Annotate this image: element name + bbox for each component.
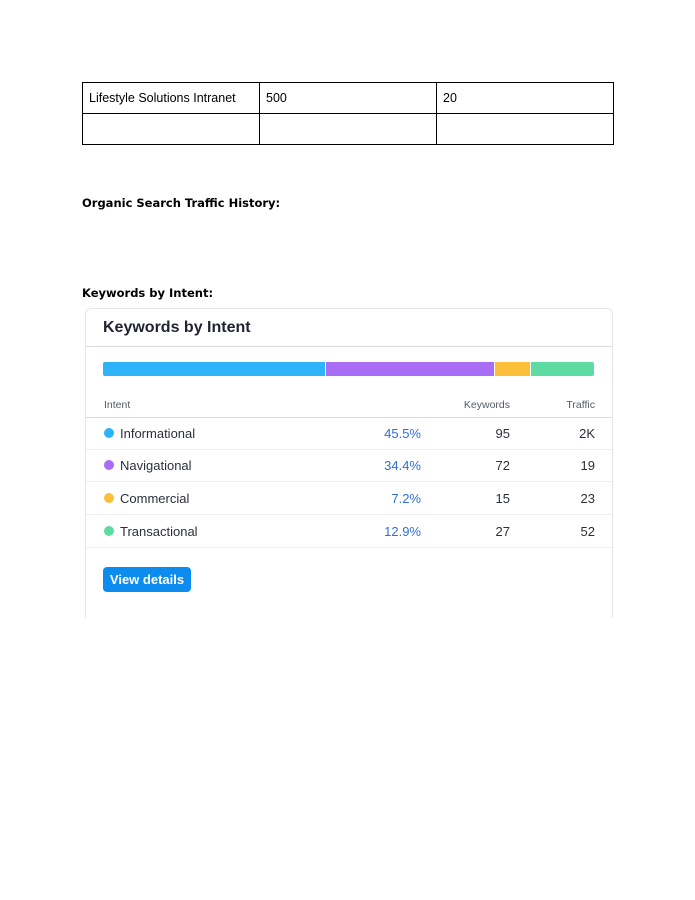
table-row [83, 114, 614, 145]
intent-bar-segment [495, 362, 530, 376]
intent-bar-segment [531, 362, 594, 376]
intent-name: Transactional [120, 524, 198, 539]
column-header-traffic: Traffic [566, 399, 595, 411]
intent-row-informational [86, 418, 612, 450]
intent-traffic: 2K [579, 426, 595, 441]
organic-traffic-heading: Organic Search Traffic History: [82, 196, 281, 210]
view-details-button[interactable]: View details [103, 567, 191, 592]
intent-keywords-count: 15 [495, 491, 510, 506]
table-cell: 500 [260, 83, 437, 114]
intent-row-navigational [86, 450, 612, 482]
keywords-intent-heading: Keywords by Intent: [82, 286, 214, 300]
table-row [83, 83, 614, 114]
widget-title: Keywords by Intent [103, 319, 251, 336]
intent-percent-link[interactable]: 34.4% [384, 458, 421, 473]
table-cell [83, 114, 260, 145]
intent-keywords-count: 72 [495, 458, 510, 473]
intent-percent-link[interactable]: 12.9% [384, 524, 421, 539]
intent-color-dot [104, 526, 114, 536]
intent-color-dot [104, 428, 114, 438]
intent-row-transactional [86, 516, 612, 548]
intent-bar-segment [326, 362, 495, 376]
intent-bar-segment [103, 362, 326, 376]
column-header-intent: Intent [104, 399, 131, 411]
table-cell: 20 [437, 83, 614, 114]
intent-percent-link[interactable]: 45.5% [384, 426, 421, 441]
keywords-by-intent-widget [85, 308, 613, 618]
intent-row-commercial [86, 483, 612, 515]
intent-distribution-bar [103, 362, 594, 376]
table-cell [260, 114, 437, 145]
intent-name: Commercial [120, 491, 190, 506]
summary-table [82, 82, 614, 145]
intent-name: Informational [120, 426, 196, 441]
intent-keywords-count: 27 [495, 524, 510, 539]
intent-traffic: 19 [580, 458, 595, 473]
divider [86, 346, 612, 347]
column-header-keywords: Keywords [463, 399, 510, 411]
intent-color-dot [104, 460, 114, 470]
intent-traffic: 52 [580, 524, 595, 539]
intent-color-dot [104, 493, 114, 503]
intent-keywords-count: 95 [495, 426, 510, 441]
table-cell: Lifestyle Solutions Intranet [83, 83, 260, 114]
table-cell [437, 114, 614, 145]
intent-name: Navigational [120, 458, 192, 473]
intent-percent-link[interactable]: 7.2% [391, 491, 421, 506]
intent-traffic: 23 [580, 491, 595, 506]
